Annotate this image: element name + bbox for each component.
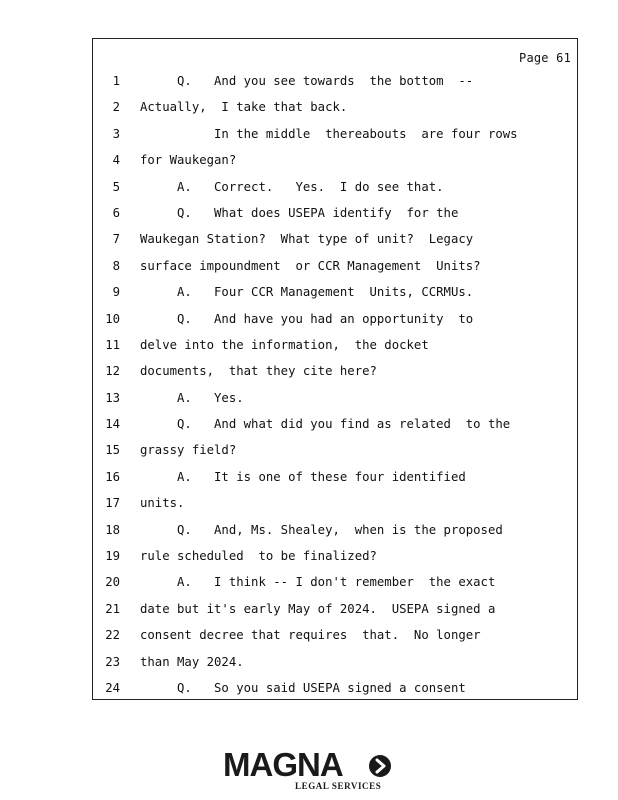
line-number: 1 — [112, 74, 120, 88]
transcript-line — [93, 543, 577, 569]
transcript-line — [93, 174, 577, 200]
line-number: 16 — [105, 469, 120, 484]
transcript-line — [93, 675, 577, 701]
transcript-line — [93, 622, 577, 648]
line-text: Q. And have you had an opportunity to — [140, 311, 474, 326]
line-text: Waukegan Station? What type of unit? Legacy — [140, 232, 474, 247]
line-text: Q. So you said USEPA signed a consent — [140, 680, 466, 695]
transcript-line — [93, 517, 577, 543]
line-number: 18 — [105, 522, 120, 537]
transcript-line — [93, 464, 577, 490]
transcript-line — [93, 385, 577, 411]
transcript-line — [93, 358, 577, 384]
transcript-line — [93, 569, 577, 595]
line-text: A. Four CCR Management Units, CCRMUs. — [140, 285, 474, 300]
transcript-line — [93, 649, 577, 675]
transcript-line — [93, 94, 577, 120]
page-number-label: Page 61 — [519, 51, 571, 65]
line-text: delve into the information, the docket — [140, 337, 429, 352]
line-text: Q. And what did you find as related to the — [140, 417, 511, 432]
line-number: 12 — [105, 364, 120, 379]
line-text: date but it's early May of 2024. USEPA signed a — [140, 601, 496, 616]
transcript-line — [93, 253, 577, 279]
line-text: grassy field? — [140, 443, 237, 458]
line-number: 9 — [112, 285, 120, 300]
line-number: 15 — [105, 443, 120, 458]
line-number: 7 — [112, 232, 120, 247]
line-number: 3 — [112, 126, 120, 141]
line-text: Q. And you see towards the bottom -- — [140, 74, 474, 88]
transcript-line — [93, 332, 577, 358]
transcript-line — [93, 147, 577, 173]
line-text: A. I think -- I don't remember the exact — [140, 575, 496, 590]
transcript-line — [93, 490, 577, 516]
transcript-line — [93, 279, 577, 305]
chevron-right-icon — [369, 755, 391, 777]
transcript-line — [93, 437, 577, 463]
transcript-line — [93, 306, 577, 332]
line-number: 17 — [105, 496, 120, 511]
line-text: surface impoundment or CCR Management Units? — [140, 258, 481, 273]
transcript-line — [93, 121, 577, 147]
line-text: A. Yes. — [140, 390, 244, 405]
line-number: 8 — [112, 258, 120, 273]
line-text: for Waukegan? — [140, 153, 237, 168]
line-number: 14 — [105, 417, 120, 432]
line-text: than May 2024. — [140, 654, 244, 669]
line-text: rule scheduled to be finalized? — [140, 549, 377, 564]
line-number: 2 — [112, 100, 120, 115]
line-text: units. — [140, 496, 185, 511]
logo-subtitle: LEGAL SERVICES — [295, 781, 382, 791]
line-text: documents, that they cite here? — [140, 364, 377, 379]
line-text: Actually, I take that back. — [140, 100, 348, 115]
line-text: In the middle thereabouts are four rows — [140, 126, 518, 141]
line-number: 13 — [105, 390, 120, 405]
line-number: 10 — [105, 311, 120, 326]
line-number: 5 — [112, 179, 120, 194]
line-text: A. Correct. Yes. I do see that. — [140, 179, 444, 194]
transcript-line — [93, 596, 577, 622]
transcript-line — [93, 411, 577, 437]
line-number: 24 — [105, 680, 120, 695]
line-number: 6 — [112, 205, 120, 220]
transcript-lines — [93, 68, 577, 701]
transcript-line — [93, 68, 577, 94]
line-number: 23 — [105, 654, 120, 669]
line-number: 11 — [105, 337, 120, 352]
line-text: Q. What does USEPA identify for the — [140, 205, 459, 220]
line-number: 19 — [105, 549, 120, 564]
line-text: A. It is one of these four identified — [140, 469, 466, 484]
logo-wordmark: MAGNA — [223, 746, 343, 783]
magna-logo — [223, 748, 398, 792]
line-text: Q. And, Ms. Shealey, when is the proposed — [140, 522, 503, 537]
line-number: 20 — [105, 575, 120, 590]
line-number: 22 — [105, 628, 120, 643]
transcript-line — [93, 226, 577, 252]
line-number: 4 — [112, 153, 120, 168]
transcript-page — [92, 38, 578, 700]
line-text: consent decree that requires that. No longer — [140, 628, 481, 643]
transcript-line — [93, 200, 577, 226]
line-number: 21 — [105, 601, 120, 616]
